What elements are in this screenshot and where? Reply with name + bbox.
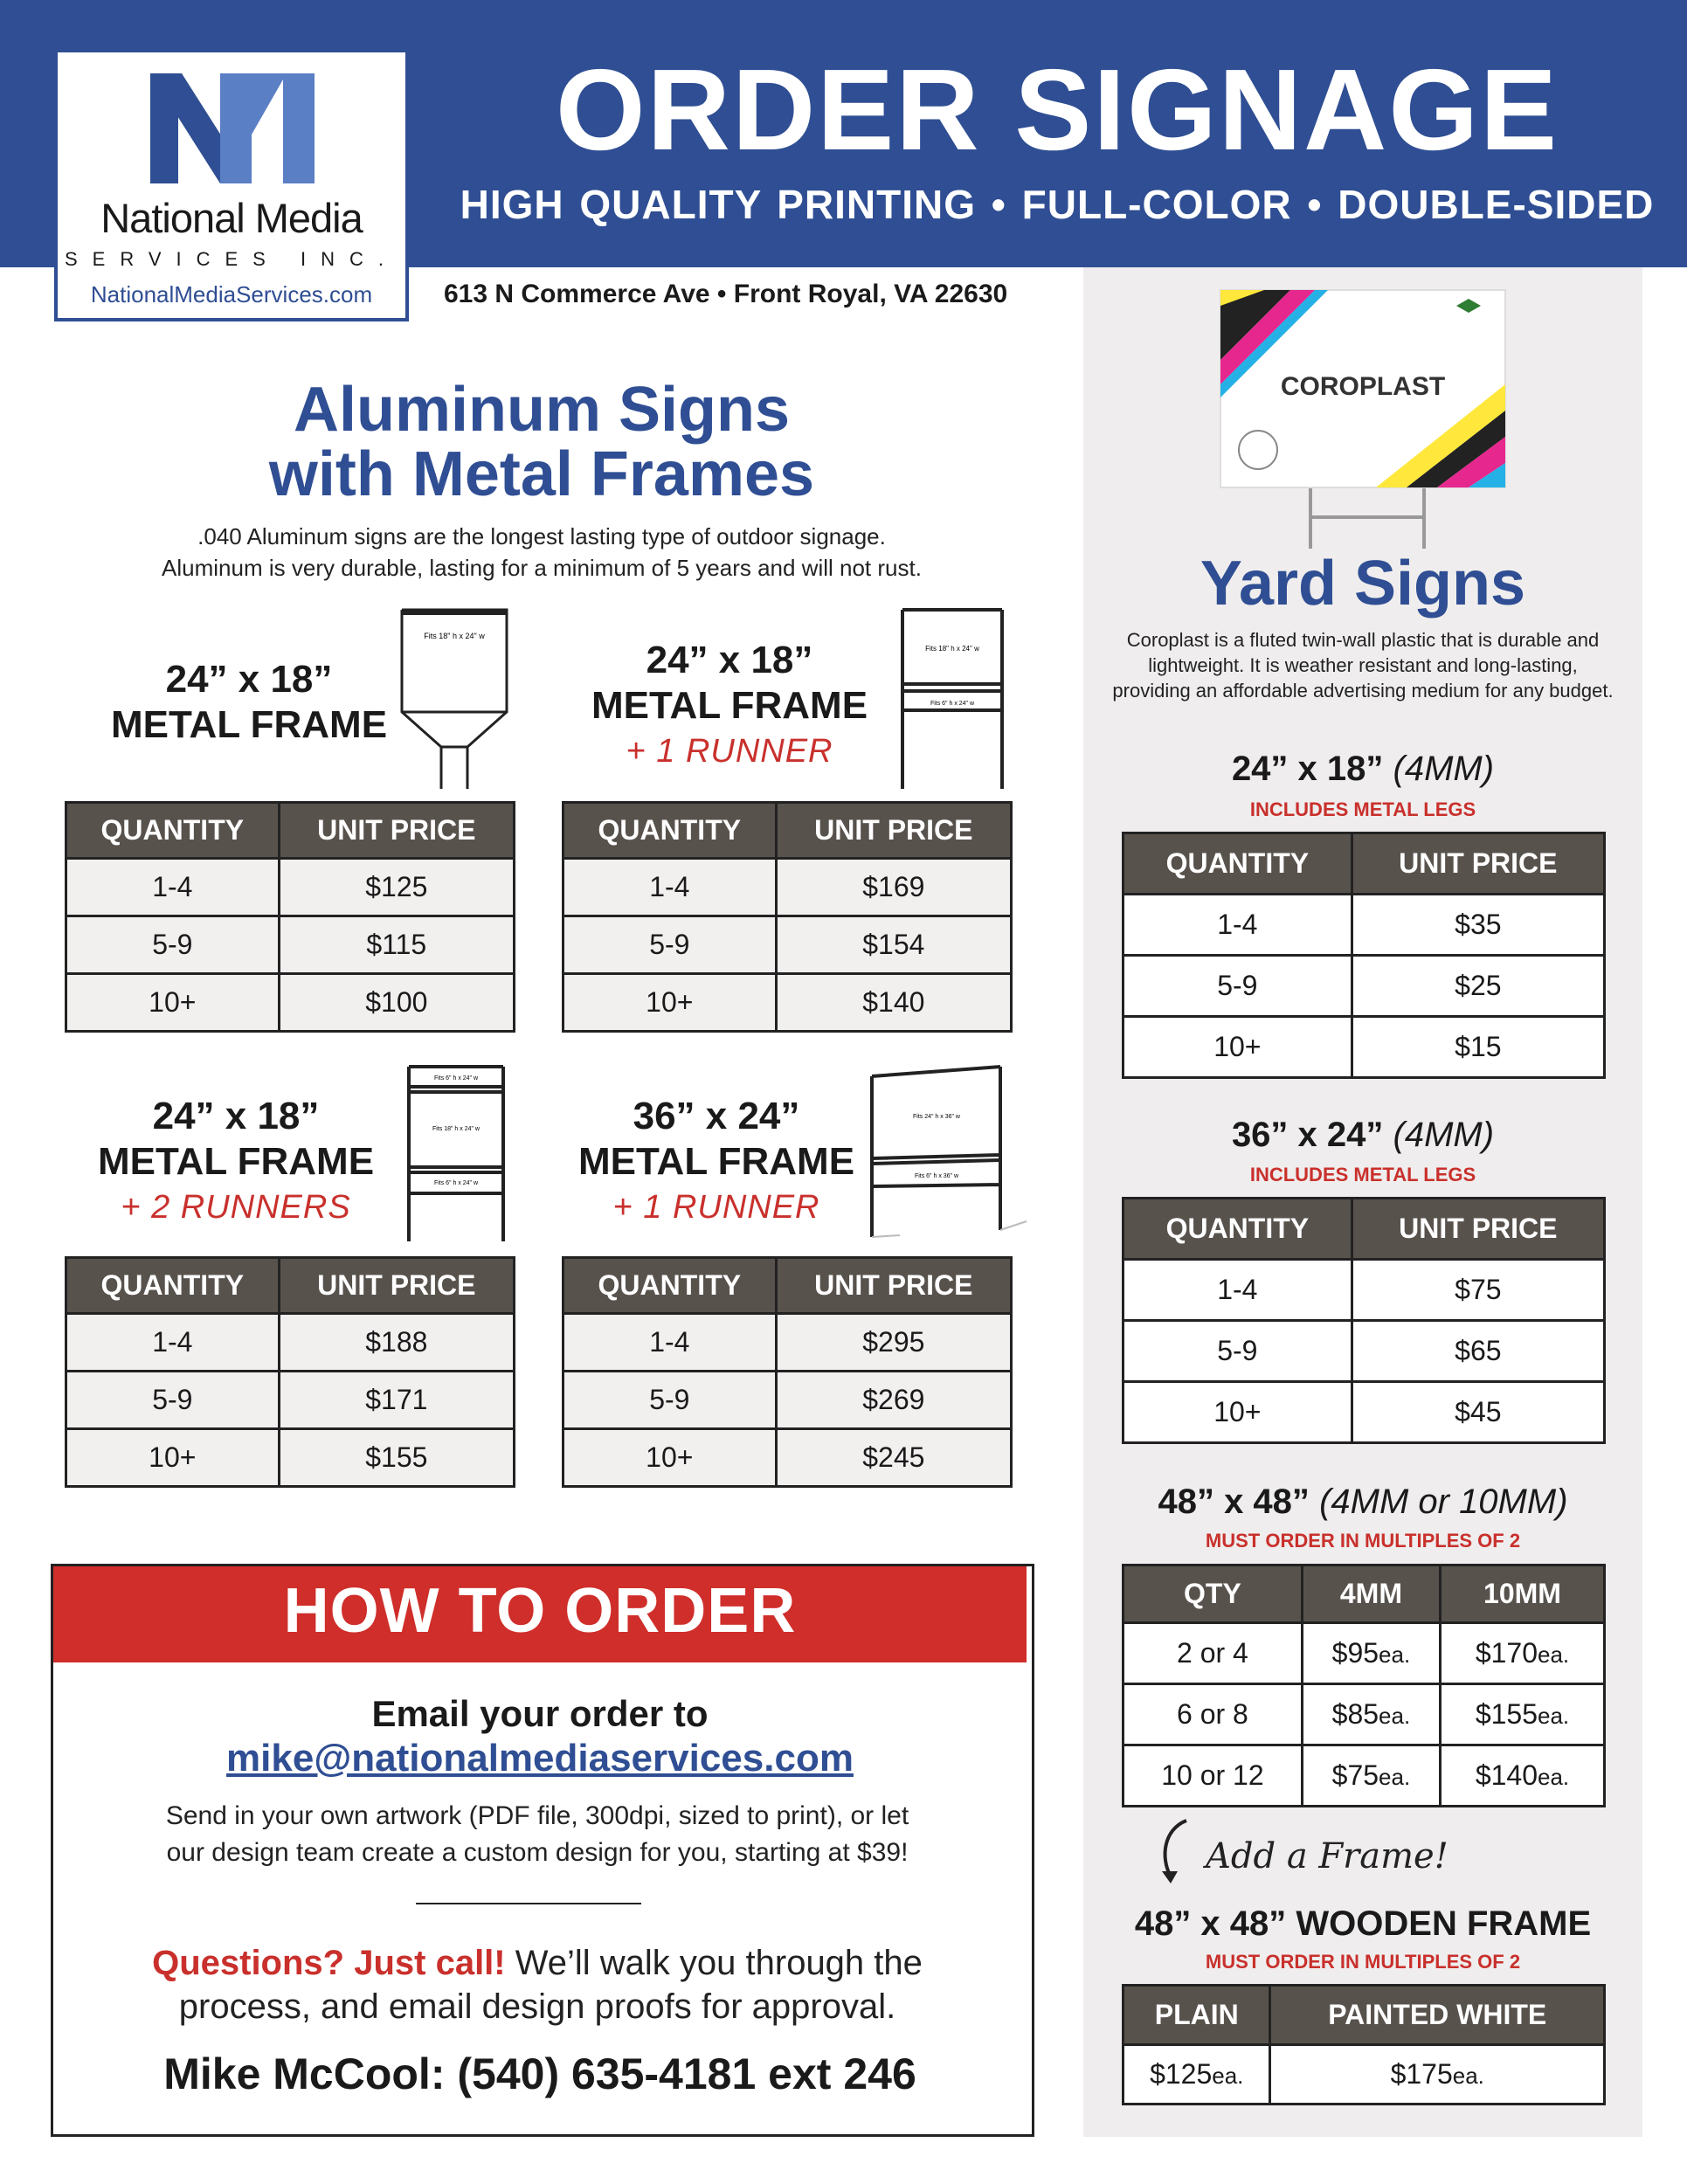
table-row bbox=[563, 859, 1012, 916]
price-10mm: $155 bbox=[1475, 1698, 1538, 1730]
qty-cell: 10+ bbox=[563, 974, 777, 1032]
product-2-frame: METAL FRAME bbox=[591, 684, 868, 727]
price-cell: $269 bbox=[776, 1372, 1011, 1429]
each-suffix: ea. bbox=[1379, 1703, 1411, 1729]
aluminum-title bbox=[131, 377, 952, 507]
yard-small-table bbox=[1122, 832, 1606, 1079]
logo-nm-icon bbox=[147, 73, 318, 183]
price-cell: $45 bbox=[1352, 1382, 1604, 1443]
price-header: UNIT PRICE bbox=[279, 803, 514, 859]
price-cell: $35 bbox=[1352, 895, 1604, 956]
questions-text bbox=[96, 1941, 978, 2028]
each-suffix: ea. bbox=[1538, 1641, 1570, 1668]
price-header: UNIT PRICE bbox=[1352, 1199, 1604, 1260]
table-row bbox=[1124, 1017, 1605, 1078]
table-row bbox=[1124, 1623, 1605, 1684]
qty-cell: 2 or 4 bbox=[1124, 1623, 1303, 1684]
qty-cell: 5-9 bbox=[563, 916, 777, 974]
aluminum-desc-line1: .040 Aluminum signs are the longest lasting type of outdoor signage. bbox=[197, 523, 886, 549]
how-to-order-title: HOW TO ORDER bbox=[283, 1576, 797, 1646]
product-1-heading bbox=[96, 657, 402, 748]
curved-arrow-icon bbox=[1151, 1817, 1204, 1887]
yard-large-thickness: (4MM or 10MM) bbox=[1319, 1482, 1568, 1521]
price-cell: $125 bbox=[279, 859, 514, 916]
table-row bbox=[1124, 895, 1605, 956]
price-cell: $140 bbox=[776, 974, 1011, 1032]
product-3-frame: METAL FRAME bbox=[97, 1140, 375, 1183]
large-metal-frame-diagram bbox=[865, 1064, 1031, 1239]
yard-large-table bbox=[1122, 1564, 1606, 1807]
qty-header: QUANTITY bbox=[1124, 1199, 1352, 1260]
yard-large-note: MUST ORDER IN MULTIPLES OF 2 bbox=[1205, 1530, 1521, 1552]
qty-cell: 5-9 bbox=[66, 916, 280, 974]
table-row bbox=[66, 1429, 515, 1487]
10mm-header: 10MM bbox=[1441, 1565, 1605, 1623]
qty-cell: 10 or 12 bbox=[1124, 1745, 1303, 1807]
diagram-label: Fits 6" h x 36" w bbox=[914, 1173, 959, 1179]
table-row bbox=[66, 974, 515, 1032]
qty-cell: 6 or 8 bbox=[1124, 1684, 1303, 1745]
table-row bbox=[563, 974, 1012, 1032]
artwork-text bbox=[96, 1798, 978, 1871]
price-cell: $75 bbox=[1352, 1260, 1604, 1321]
price-cell bbox=[1302, 1623, 1440, 1684]
table-row bbox=[66, 1314, 515, 1372]
table-row bbox=[563, 1314, 1012, 1372]
yard-small-size bbox=[1083, 750, 1642, 789]
product-4-size: 36” x 24” bbox=[633, 1095, 800, 1137]
price-header: UNIT PRICE bbox=[776, 803, 1011, 859]
price-cell: $65 bbox=[1352, 1321, 1604, 1382]
qty-cell: 10+ bbox=[66, 1429, 280, 1487]
table-row bbox=[1124, 1260, 1605, 1321]
header-subtitle: HIGH QUALITY PRINTING • FULL-COLOR • DOUBLE-SIDED bbox=[460, 182, 1655, 227]
product-4-frame: METAL FRAME bbox=[577, 1140, 855, 1183]
price-table-1 bbox=[65, 801, 515, 1033]
price-table-4 bbox=[562, 1256, 1013, 1488]
table-row bbox=[563, 916, 1012, 974]
diagram-label: Fits 6" h x 24" w bbox=[930, 701, 975, 707]
yard-medium-table bbox=[1122, 1197, 1606, 1444]
table-row bbox=[563, 1372, 1012, 1429]
price-cell: $155 bbox=[279, 1429, 514, 1487]
product-1-frame: METAL FRAME bbox=[110, 703, 388, 746]
yard-signs-title: Yard Signs bbox=[1200, 549, 1526, 619]
add-frame-text: Add a Frame! bbox=[1206, 1836, 1448, 1876]
questions-rest: We’ll walk you through the bbox=[505, 1944, 923, 1982]
qty-header: QUANTITY bbox=[66, 1258, 280, 1314]
price-cell bbox=[1124, 2045, 1270, 2105]
yard-large-size bbox=[1083, 1482, 1642, 1522]
yard-small-note: INCLUDES METAL LEGS bbox=[1249, 798, 1476, 820]
diagram-label: Fits 18" h x 24" w bbox=[925, 645, 979, 653]
price-4mm: $85 bbox=[1331, 1698, 1379, 1730]
aluminum-desc-line2: Aluminum is very durable, lasting for a minimum of 5 years and will not rust. bbox=[162, 555, 922, 581]
each-suffix: ea. bbox=[1538, 1703, 1570, 1729]
price-cell: $115 bbox=[279, 916, 514, 974]
divider bbox=[416, 1903, 641, 1904]
price-painted: $175 bbox=[1390, 2058, 1453, 2090]
table-row bbox=[1124, 1321, 1605, 1382]
metal-frame-2-runners-diagram bbox=[404, 1064, 508, 1243]
product-3-size: 24” x 18” bbox=[152, 1095, 320, 1137]
qty-cell: 1-4 bbox=[66, 1314, 280, 1372]
diagram-label: Fits 18" h x 24" w bbox=[432, 1126, 480, 1132]
product-2-runner: + 1 RUNNER bbox=[626, 733, 833, 770]
qty-cell: 5-9 bbox=[563, 1372, 777, 1429]
table-row bbox=[66, 1372, 515, 1429]
yard-large-dim: 48” x 48” bbox=[1158, 1482, 1310, 1521]
price-cell bbox=[1441, 1684, 1605, 1745]
price-cell: $171 bbox=[279, 1372, 514, 1429]
yard-medium-note: INCLUDES METAL LEGS bbox=[1249, 1164, 1476, 1185]
qty-header: QUANTITY bbox=[66, 803, 280, 859]
product-2-size: 24” x 18” bbox=[646, 639, 813, 681]
table-row bbox=[563, 1429, 1012, 1487]
product-4-runner: + 1 RUNNER bbox=[612, 1189, 820, 1226]
table-row bbox=[1124, 1745, 1605, 1807]
qty-cell: 10+ bbox=[563, 1429, 777, 1487]
price-cell bbox=[1302, 1745, 1440, 1807]
yard-small-dim: 24” x 18” bbox=[1231, 750, 1384, 788]
product-4-heading bbox=[568, 1094, 865, 1230]
aluminum-title-line1: Aluminum Signs bbox=[293, 375, 791, 445]
plain-header: PLAIN bbox=[1124, 1986, 1270, 2045]
4mm-header: 4MM bbox=[1302, 1565, 1440, 1623]
table-row bbox=[1124, 956, 1605, 1017]
wooden-frame-table bbox=[1122, 1984, 1606, 2105]
yard-medium-thickness: (4MM) bbox=[1393, 1116, 1495, 1154]
product-3-heading bbox=[79, 1094, 393, 1230]
qty-cell: 1-4 bbox=[563, 859, 777, 916]
metal-frame-diagram bbox=[398, 607, 511, 791]
qty-cell: 5-9 bbox=[1124, 1321, 1352, 1382]
address: 613 N Commerce Ave • Front Royal, VA 22630 bbox=[444, 280, 1008, 308]
yard-signs-description: Coroplast is a fluted twin-wall plastic that is durable and lightweight. It is weather resistant and long-lasting, providing an affordable advertising medium for any budget. bbox=[1112, 629, 1614, 702]
price-cell: $15 bbox=[1352, 1017, 1604, 1078]
table-row bbox=[1124, 1684, 1605, 1745]
painted-header: PAINTED WHITE bbox=[1270, 1986, 1605, 2045]
price-cell: $169 bbox=[776, 859, 1011, 916]
email-link[interactable]: mike@nationalmediaservices.com bbox=[226, 1737, 854, 1780]
email-label: Email your order to bbox=[371, 1693, 709, 1734]
diagram-label: Fits 18" h x 24" w bbox=[424, 632, 485, 640]
price-cell: $188 bbox=[279, 1314, 514, 1372]
price-cell bbox=[1270, 2045, 1605, 2105]
qty-header: QUANTITY bbox=[1124, 833, 1352, 895]
product-3-runner: + 2 RUNNERS bbox=[121, 1189, 351, 1226]
price-table-3 bbox=[65, 1256, 515, 1488]
price-cell: $295 bbox=[776, 1314, 1011, 1372]
price-header: UNIT PRICE bbox=[1352, 833, 1604, 895]
price-cell bbox=[1302, 1684, 1440, 1745]
qty-cell: 1-4 bbox=[66, 859, 280, 916]
qty-cell: 10+ bbox=[1124, 1382, 1352, 1443]
artwork-line1: Send in your own artwork (PDF file, 300dpi, sized to print), or let bbox=[165, 1801, 909, 1830]
qty-header: QUANTITY bbox=[563, 1258, 777, 1314]
price-table-2 bbox=[562, 801, 1013, 1033]
yard-medium-size bbox=[1083, 1116, 1642, 1155]
each-suffix: ea. bbox=[1379, 1764, 1411, 1790]
price-4mm: $95 bbox=[1331, 1637, 1379, 1669]
questions-line2: process, and email design proofs for approval. bbox=[178, 1987, 896, 2026]
each-suffix: ea. bbox=[1379, 1641, 1411, 1668]
wooden-frame-title: 48” x 48” WOODEN FRAME bbox=[1134, 1904, 1592, 1943]
qty-cell: 10+ bbox=[66, 974, 280, 1032]
logo-url[interactable]: NationalMediaServices.com bbox=[90, 281, 373, 308]
logo-subtitle: SERVICES INC. bbox=[65, 248, 398, 270]
table-row bbox=[1124, 1382, 1605, 1443]
phone-contact[interactable]: Mike McCool: (540) 635-4181 ext 246 bbox=[163, 2049, 916, 2098]
each-suffix: ea. bbox=[1538, 1764, 1570, 1790]
yard-medium-dim: 36” x 24” bbox=[1231, 1116, 1384, 1154]
price-cell: $154 bbox=[776, 916, 1011, 974]
logo-name: National Media bbox=[100, 195, 363, 241]
qty-cell: 5-9 bbox=[1124, 956, 1352, 1017]
price-header: UNIT PRICE bbox=[776, 1258, 1011, 1314]
price-cell bbox=[1441, 1745, 1605, 1807]
page-title: ORDER SIGNAGE bbox=[555, 45, 1559, 174]
qty-header: QTY bbox=[1124, 1565, 1303, 1623]
price-10mm: $140 bbox=[1475, 1759, 1538, 1791]
coroplast-label: COROPLAST bbox=[1280, 372, 1446, 401]
price-cell bbox=[1441, 1623, 1605, 1684]
wooden-frame-note: MUST ORDER IN MULTIPLES OF 2 bbox=[1205, 1951, 1521, 1973]
diagram-label: Fits 24" h x 36" w bbox=[913, 1114, 960, 1120]
table-row bbox=[66, 859, 515, 916]
each-suffix: ea. bbox=[1212, 2063, 1244, 2089]
qty-cell: 5-9 bbox=[66, 1372, 280, 1429]
qty-cell: 10+ bbox=[1124, 1017, 1352, 1078]
price-plain: $125 bbox=[1150, 2058, 1213, 2090]
questions-bold: Questions? Just call! bbox=[152, 1944, 506, 1982]
product-2-heading bbox=[577, 638, 882, 774]
price-cell: $100 bbox=[279, 974, 514, 1032]
artwork-line2: our design team create a custom design for you, starting at $39! bbox=[166, 1838, 909, 1867]
table-row bbox=[66, 916, 515, 974]
qty-cell: 1-4 bbox=[563, 1314, 777, 1372]
aluminum-description bbox=[70, 521, 1013, 584]
aluminum-title-line2: with Metal Frames bbox=[268, 439, 815, 509]
price-header: UNIT PRICE bbox=[279, 1258, 514, 1314]
qty-cell: 1-4 bbox=[1124, 895, 1352, 956]
price-cell: $25 bbox=[1352, 956, 1604, 1017]
price-10mm: $170 bbox=[1475, 1637, 1538, 1669]
qty-header: QUANTITY bbox=[563, 803, 777, 859]
product-1-size: 24” x 18” bbox=[165, 658, 333, 701]
diagram-label: Fits 6" h x 24" w bbox=[433, 1180, 479, 1186]
coroplast-sign-image bbox=[1219, 288, 1507, 550]
price-cell: $245 bbox=[776, 1429, 1011, 1487]
each-suffix: ea. bbox=[1452, 2063, 1484, 2089]
metal-frame-runner-diagram bbox=[895, 607, 1009, 791]
price-4mm: $75 bbox=[1331, 1759, 1379, 1791]
diagram-label: Fits 6" h x 24" w bbox=[433, 1075, 479, 1082]
yard-small-thickness: (4MM) bbox=[1393, 750, 1495, 788]
qty-cell: 1-4 bbox=[1124, 1260, 1352, 1321]
table-row bbox=[1124, 2045, 1605, 2105]
